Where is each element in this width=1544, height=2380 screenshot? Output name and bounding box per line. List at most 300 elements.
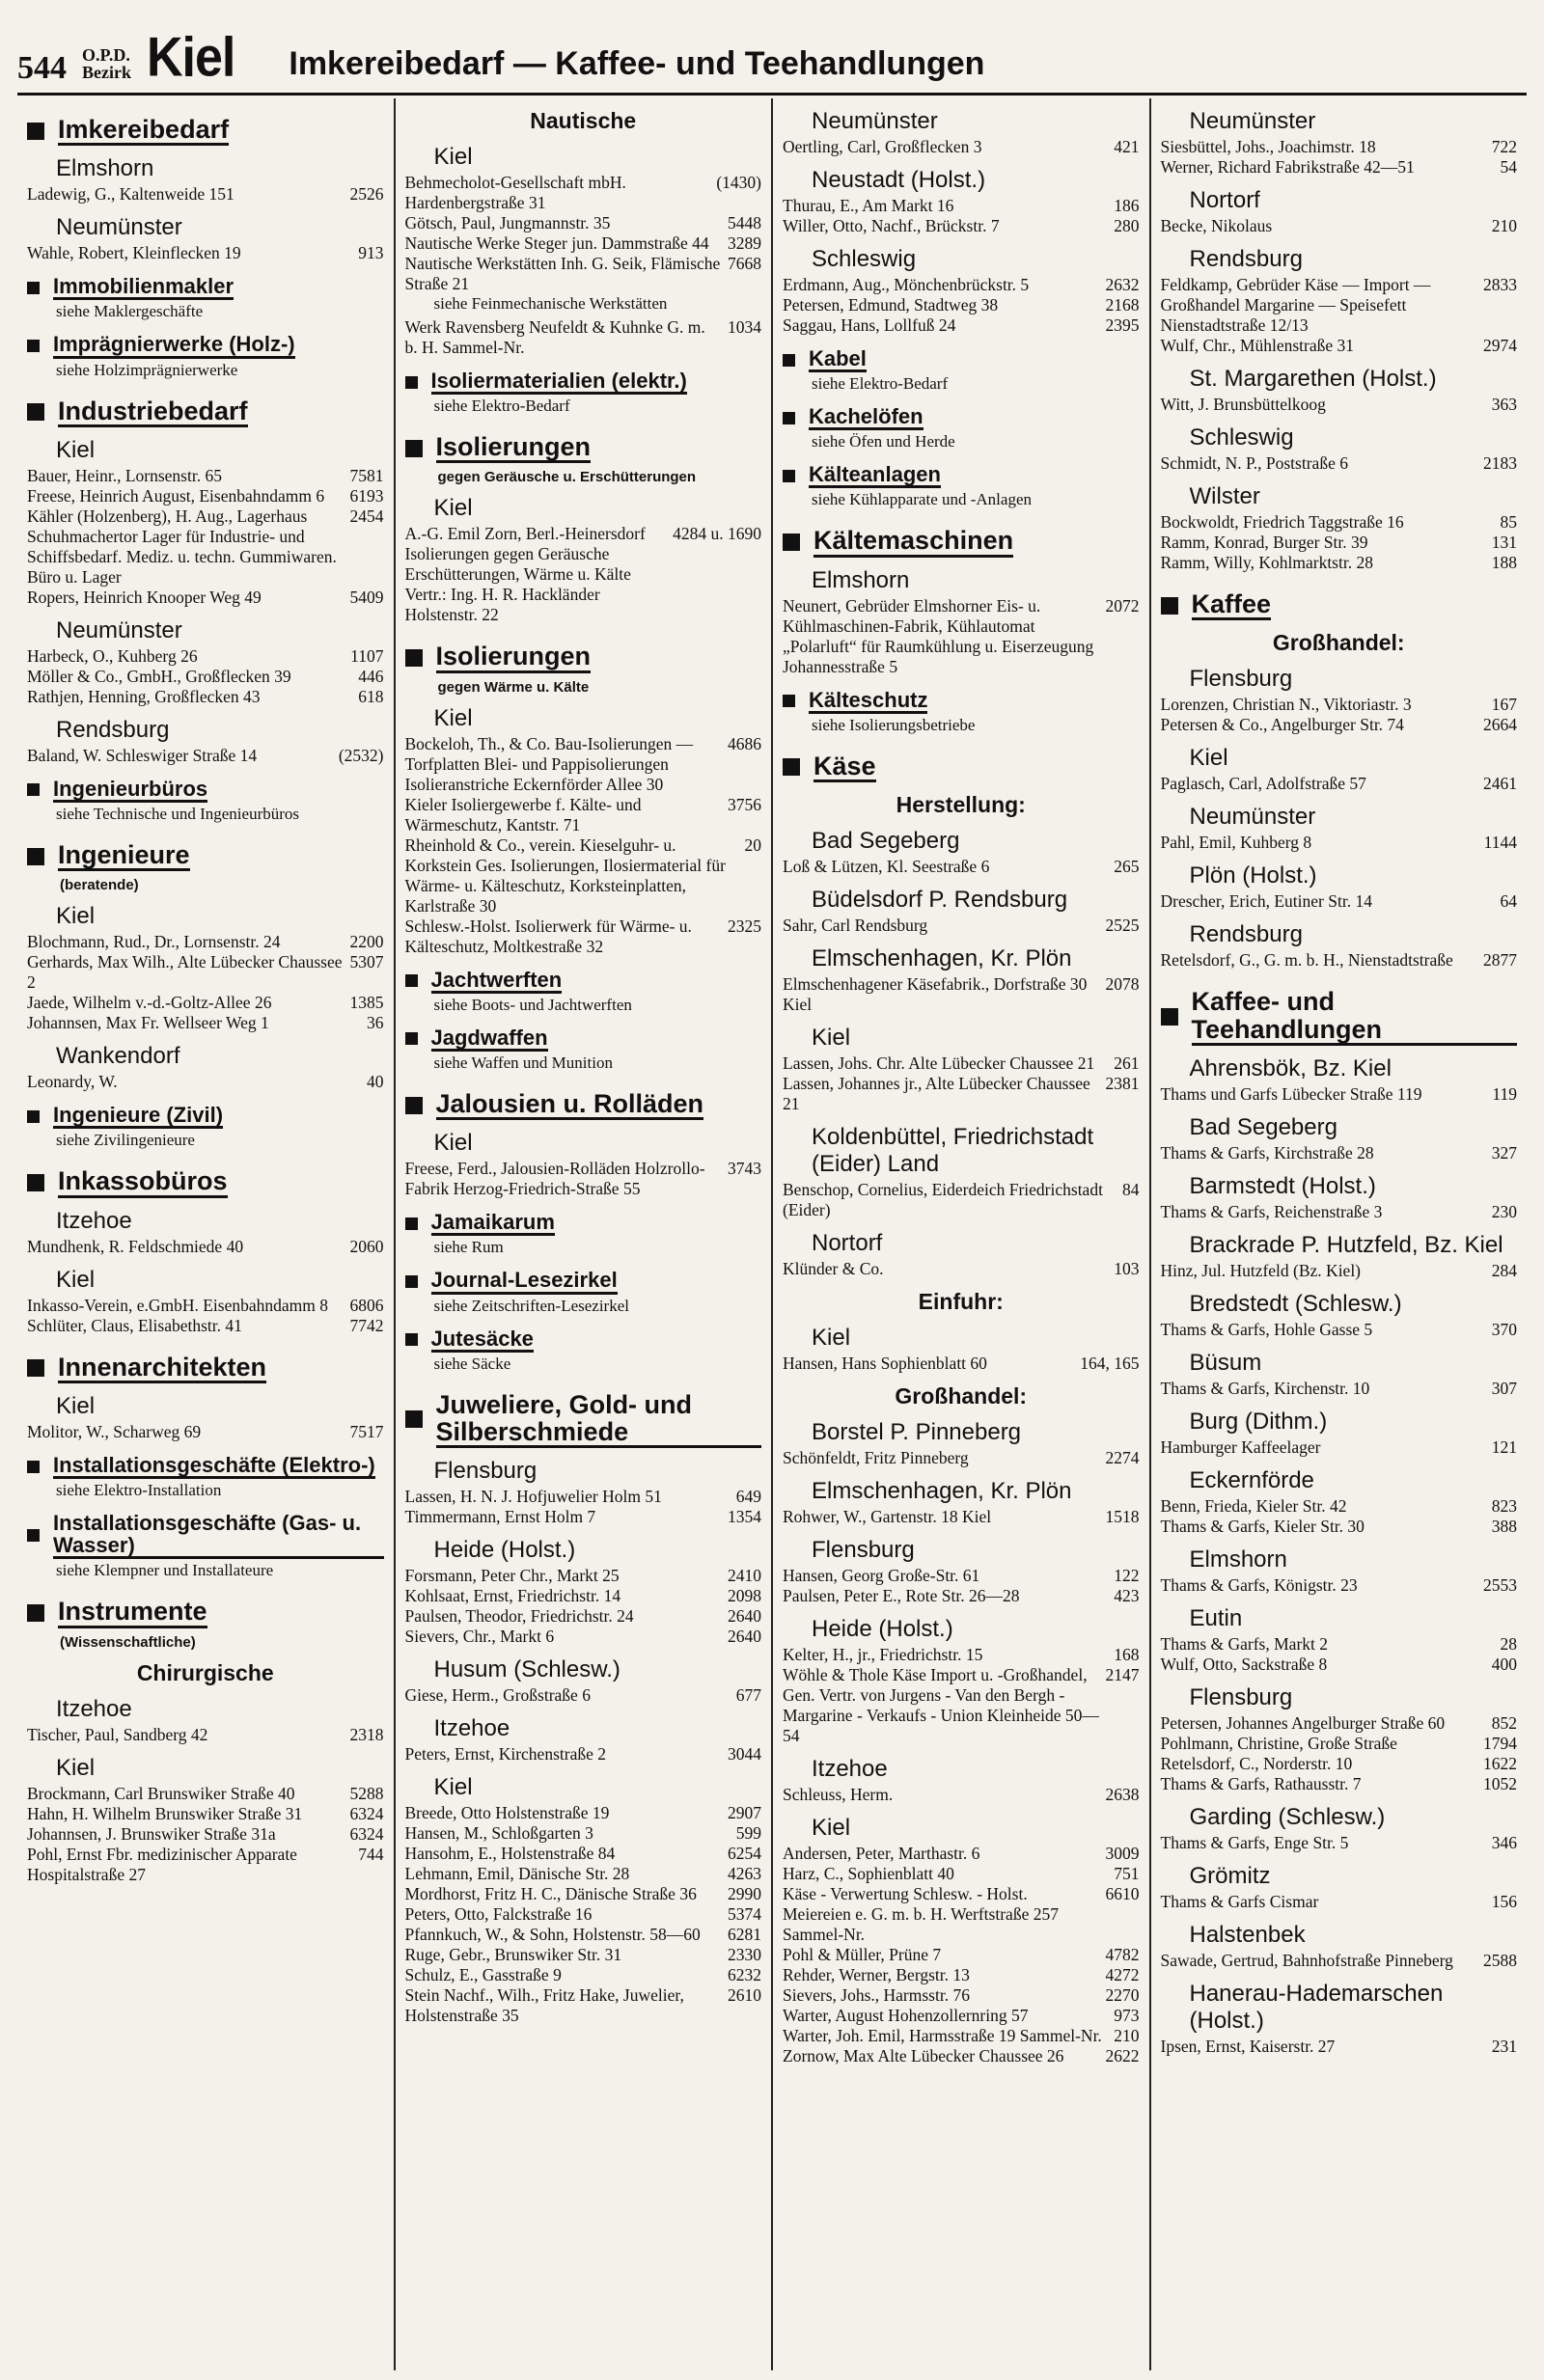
entry-phone-number: 370: [1491, 1320, 1517, 1340]
entry-name-address: Rohwer, W., Gartenstr. 18 Kiel: [783, 1507, 992, 1527]
square-bullet-icon: [405, 1275, 418, 1288]
place-heading: Kiel: [1189, 745, 1228, 772]
entry-name-address: Bockwoldt, Friedrich Taggstraße 16: [1160, 512, 1404, 532]
listing-entry: [405, 1864, 762, 1884]
place-heading: Büsum: [1189, 1350, 1262, 1377]
place-heading: Kiel: [56, 1754, 96, 1781]
entry-name-address: Kieler Isoliergewerbe f. Kälte- und Wärmeschutz, Kantstr. 71: [404, 794, 642, 834]
listing-entry: [783, 916, 1140, 936]
listing-entry: [405, 173, 762, 213]
listing-entry: [1161, 395, 1518, 415]
listing-entry: [1161, 2037, 1518, 2057]
listing-entry: [405, 1985, 762, 2026]
place-heading: St. Margarethen (Holst.): [1189, 366, 1437, 392]
place-heading: Nortorf: [812, 1230, 883, 1257]
listing-entry: [1161, 275, 1518, 336]
square-bullet-icon: [405, 1097, 423, 1114]
square-bullet-icon: [783, 354, 795, 367]
entry-name-address: Ladewig, G., Kaltenweide 151: [27, 184, 234, 205]
entry-phone-number: 618: [358, 686, 384, 706]
listing-entry: [783, 1053, 1140, 1074]
entry-name-address: Schulz, E., Gasstraße 9: [404, 1965, 562, 1985]
section-title: Kaffee: [1192, 590, 1272, 620]
entry-phone-number: 36: [367, 1013, 384, 1033]
entry-name-address: Elmschenhagener Käsefabrik., Dorfstraße 30 Kiel: [783, 974, 1088, 1015]
entry-name-address: Sievers, Chr., Markt 6: [404, 1627, 555, 1647]
entry-phone-number: 421: [1114, 137, 1140, 156]
place-heading: Plön (Holst.): [1189, 862, 1317, 889]
listing-entry: [783, 1354, 1140, 1374]
section-heading: [405, 1269, 762, 1294]
entry-name-address: Ramm, Konrad, Burger Str. 39: [1160, 533, 1368, 552]
entry-phone-number: (2532): [338, 745, 384, 765]
entry-name-address: Thams & Garfs, Kirchstraße 28: [1160, 1143, 1374, 1163]
section-heading: [405, 1211, 762, 1236]
entry-phone-number: 230: [1491, 1202, 1517, 1222]
listing-entry: [783, 596, 1140, 677]
entry-phone-number: 5307: [349, 952, 384, 972]
entry-phone-number: 64: [1500, 891, 1517, 912]
place-heading: Bad Segeberg: [812, 828, 960, 855]
place-heading: Wilster: [1189, 483, 1260, 509]
section-title: Jachtwerften: [431, 969, 563, 994]
listing-entry: [783, 1566, 1140, 1586]
entry-name-address: Petersen, Edmund, Stadtweg 38: [783, 295, 999, 315]
entry-phone-number: 400: [1491, 1655, 1517, 1675]
entry-name-address: Hansen, Hans Sophienblatt 60: [783, 1354, 987, 1374]
listing-entry: [1161, 1655, 1518, 1675]
entry-phone-number: 2990: [728, 1884, 761, 1904]
entry-name-address: Schlesw.-Holst. Isolierwerk für Wärme- u. Kälteschutz, Moltkestraße 32: [404, 916, 692, 956]
section-heading: [27, 1598, 384, 1628]
entry-phone-number: 2640: [728, 1606, 761, 1627]
section-title: Isolierungen: [436, 643, 592, 672]
listing-entry: [783, 1844, 1140, 1864]
listing-entry: [405, 916, 762, 957]
entry-phone-number: 210: [1491, 216, 1517, 235]
entry-name-address: Peters, Otto, Falckstraße 16: [404, 1904, 593, 1925]
square-bullet-icon: [405, 440, 423, 457]
listing-entry: [27, 588, 384, 608]
group-heading: Großhandel:: [1272, 630, 1405, 656]
entry-name-address: Witt, J. Brunsbüttelkoog: [1160, 395, 1326, 414]
entry-phone-number: 2183: [1483, 453, 1517, 473]
entry-name-address: Thams & Garfs Cismar: [1160, 1892, 1319, 1912]
entry-phone-number: 2147: [1105, 1665, 1140, 1685]
entry-name-address: Willer, Otto, Nachf., Brückstr. 7: [783, 216, 1000, 235]
section-title: Journal-Lesezirkel: [431, 1269, 618, 1294]
place-heading: Koldenbüttel, Friedrichstadt (Eider) Land: [812, 1124, 1094, 1178]
entry-name-address: Petersen & Co., Angelburger Str. 74: [1160, 715, 1404, 735]
listing-entry: [27, 466, 384, 486]
listing-entry: [1161, 833, 1518, 853]
entry-name-address: Benschop, Cornelius, Eiderdeich Friedrichstadt (Eider): [783, 1180, 1103, 1220]
place-heading: Elmshorn: [1189, 1546, 1287, 1573]
entry-name-address: Klünder & Co.: [783, 1259, 884, 1279]
square-bullet-icon: [783, 758, 800, 776]
place-heading: Heide (Holst.): [812, 1616, 953, 1643]
listing-entry: [1161, 216, 1518, 236]
entry-name-address: Erdmann, Aug., Mönchenbrückstr. 5: [783, 275, 1030, 294]
place-heading: Kiel: [56, 1266, 96, 1293]
listing-entry: [783, 1180, 1140, 1220]
place-heading: Barmstedt (Holst.): [1189, 1173, 1376, 1200]
entry-phone-number: 1385: [349, 993, 384, 1013]
listing-entry: [783, 974, 1140, 1015]
listing-entry: [783, 1074, 1140, 1114]
entry-name-address: Thams & Garfs, Kieler Str. 30: [1160, 1517, 1365, 1537]
listing-entry: [1161, 1261, 1518, 1281]
entry-name-address: Saggau, Hans, Lollfuß 24: [783, 315, 956, 335]
listing-entry: [27, 746, 384, 766]
listing-entry: [1161, 1202, 1518, 1222]
section-title: Kälteschutz: [809, 689, 927, 714]
place-heading: Itzehoe: [433, 1715, 510, 1742]
entry-name-address: Ipsen, Ernst, Kaiserstr. 27: [1160, 2037, 1336, 2057]
listing-entry: [783, 2046, 1140, 2066]
entry-name-address: Timmermann, Ernst Holm 7: [404, 1507, 596, 1527]
listing-entry: [783, 216, 1140, 236]
entry-name-address: Forsmann, Peter Chr., Markt 25: [404, 1566, 620, 1586]
entry-phone-number: 6806: [349, 1295, 384, 1315]
square-bullet-icon: [1161, 1008, 1178, 1026]
section-heading: [1161, 988, 1518, 1046]
entry-name-address: Ropers, Heinrich Knooper Weg 49: [27, 587, 262, 607]
listing-entry: [783, 1507, 1140, 1527]
square-bullet-icon: [27, 403, 44, 421]
listing-entry: [1161, 137, 1518, 157]
listing-entry: [27, 506, 384, 588]
square-bullet-icon: [783, 533, 800, 551]
square-bullet-icon: [783, 470, 795, 482]
listing-entry: [1161, 336, 1518, 356]
section-heading: [1161, 590, 1518, 620]
column-1: [17, 98, 396, 2370]
place-heading: Neumünster: [56, 616, 182, 643]
cross-reference: siehe Holzimprägnierwerke: [56, 360, 238, 379]
listing-entry: [27, 1013, 384, 1033]
entry-phone-number: 446: [358, 666, 384, 686]
listing-entry: [1161, 453, 1518, 474]
listing-entry: [1161, 1833, 1518, 1853]
entry-name-address: Wulf, Otto, Sackstraße 8: [1160, 1655, 1328, 1675]
entry-phone-number: 852: [1491, 1713, 1517, 1734]
entry-name-address: Tischer, Paul, Sandberg 42: [27, 1724, 208, 1744]
entry-name-address: Schmidt, N. P., Poststraße 6: [1160, 453, 1348, 473]
entry-phone-number: 1622: [1483, 1754, 1517, 1774]
entry-phone-number: 2330: [728, 1945, 761, 1965]
listing-entry: [405, 233, 762, 254]
listing-entry: [1161, 1713, 1518, 1734]
district-city: Kiel: [147, 27, 235, 89]
listing-entry: [27, 1845, 384, 1885]
entry-name-address: Hansen, M., Schloßgarten 3: [404, 1823, 593, 1844]
listing-entry: [27, 243, 384, 263]
entry-phone-number: 388: [1491, 1517, 1517, 1537]
section-title: Kabel: [809, 347, 867, 372]
column-2: [396, 98, 774, 2370]
cross-reference: siehe Maklergeschäfte: [56, 302, 204, 321]
listing-entry: [1161, 1575, 1518, 1596]
entry-phone-number: 2588: [1483, 1951, 1517, 1971]
entry-phone-number: 119: [1492, 1084, 1517, 1105]
section-title: Kaffee- und Teehandlungen: [1192, 988, 1518, 1046]
place-heading: Halstenbek: [1189, 1922, 1306, 1949]
entry-name-address: Oertling, Carl, Großflecken 3: [783, 137, 982, 156]
opd-label: O.P.D.: [82, 45, 130, 65]
entry-name-address: Schönfeldt, Fritz Pinneberg: [783, 1448, 969, 1468]
column-4: [1151, 98, 1528, 2370]
listing-entry: [783, 2006, 1140, 2026]
square-bullet-icon: [405, 376, 418, 389]
entry-name-address: Kohlsaat, Ernst, Friedrichstr. 14: [404, 1586, 621, 1606]
entry-phone-number: 2526: [349, 184, 384, 205]
entry-phone-number: 2877: [1483, 950, 1517, 971]
entry-phone-number: 1052: [1483, 1774, 1517, 1794]
listing-entry: [27, 1804, 384, 1824]
entry-phone-number: 2833: [1483, 275, 1517, 294]
place-heading: Eutin: [1189, 1605, 1243, 1632]
section-title: Installationsgeschäfte (Elektro-): [53, 1454, 375, 1479]
listing-entry: [783, 1945, 1140, 1965]
section-heading: [783, 347, 1140, 372]
entry-phone-number: 168: [1114, 1645, 1140, 1665]
column-3: [773, 98, 1151, 2370]
listing-entry: [27, 1237, 384, 1257]
entry-name-address: Thams und Garfs Lübecker Straße 119: [1160, 1084, 1422, 1105]
section-heading: [27, 1454, 384, 1479]
place-heading: Neumünster: [812, 108, 938, 134]
place-heading: Brackrade P. Hutzfeld, Bz. Kiel: [1189, 1232, 1503, 1259]
cross-reference: siehe Klempner und Installateure: [56, 1561, 274, 1580]
entry-phone-number: 2974: [1483, 336, 1517, 355]
entry-name-address: Behmecholot-Gesellschaft mbH. Hardenbergstraße 31: [404, 173, 626, 212]
entry-phone-number: 7581: [349, 465, 384, 485]
section-heading: [27, 778, 384, 803]
listing-entry: [1161, 891, 1518, 912]
section-heading: [405, 1026, 762, 1052]
entry-name-address: Pohl, Ernst Fbr. medizinischer Apparate Hospitalstraße 27: [27, 1844, 297, 1884]
entry-phone-number: 2318: [349, 1724, 384, 1744]
entry-phone-number: 3289: [728, 233, 761, 253]
entry-name-address: Bockeloh, Th., & Co. Bau-Isolierungen — Torfplatten Blei- und Pappisolierungen Isolieranstriche Eckernförder Allee 30: [404, 733, 694, 794]
entry-phone-number: 2640: [728, 1627, 761, 1647]
entry-name-address: Siesbüttel, Johs., Joachimstr. 18: [1160, 137, 1376, 156]
listing-entry: [405, 213, 762, 233]
listing-entry: [405, 1925, 762, 1945]
entry-phone-number: 823: [1491, 1496, 1517, 1517]
listing-entry: [27, 687, 384, 707]
entry-name-address: A.-G. Emil Zorn, Berl.-Heinersdorf Isolierungen gegen Geräusche Erschütterungen, Wärme u. Kälte Vertr.: Ing. H. R. Hackländer Holstenstr. 22: [404, 524, 646, 625]
entry-phone-number: 2325: [728, 916, 761, 936]
place-heading: Itzehoe: [56, 1695, 132, 1722]
place-heading: Garding (Schlesw.): [1189, 1804, 1386, 1831]
entry-phone-number: 649: [735, 1487, 761, 1507]
listing-entry: [405, 317, 762, 358]
entry-phone-number: 1354: [728, 1507, 761, 1527]
section-subtitle: gegen Wärme u. Kälte: [437, 678, 590, 696]
listing-entry: [405, 1904, 762, 1925]
listing-entry: [27, 1784, 384, 1804]
entry-phone-number: 231: [1491, 2037, 1517, 2057]
listing-entry: [783, 2026, 1140, 2046]
place-heading: Kiel: [433, 144, 473, 170]
entry-name-address: Paulsen, Theodor, Friedrichstr. 24: [404, 1606, 634, 1627]
entry-phone-number: 265: [1114, 857, 1140, 877]
entry-name-address: Harz, C., Sophienblatt 40: [783, 1864, 954, 1884]
entry-name-address: Johannsen, Max Fr. Wellseer Weg 1: [27, 1013, 269, 1033]
cross-reference: siehe Elektro-Installation: [56, 1481, 222, 1500]
entry-phone-number: 744: [358, 1844, 384, 1864]
section-title: Kälteanlagen: [809, 463, 941, 488]
entry-name-address: Lassen, H. N. J. Hofjuwelier Holm 51: [404, 1487, 662, 1507]
entry-phone-number: 346: [1491, 1833, 1517, 1853]
entry-phone-number: 4272: [1105, 1965, 1140, 1985]
cross-reference: siehe Rum: [433, 1238, 504, 1257]
entry-phone-number: 2461: [1483, 774, 1517, 794]
entry-phone-number: 307: [1491, 1379, 1517, 1399]
entry-name-address: Freese, Ferd., Jalousien-Rolläden Holzrollo-Fabrik Herzog-Friedrich-Straße 55: [404, 1159, 705, 1199]
entry-name-address: Werk Ravensberg Neufeldt & Kuhnke G. m. b. H. Sammel-Nr.: [404, 317, 705, 357]
entry-name-address: Brockmann, Carl Brunswiker Straße 40: [27, 1783, 295, 1803]
listing-entry: [783, 1448, 1140, 1468]
group-heading: Einfuhr:: [918, 1289, 1004, 1315]
entry-phone-number: 261: [1114, 1053, 1140, 1074]
place-heading: Itzehoe: [812, 1756, 888, 1783]
entry-phone-number: 2078: [1105, 974, 1140, 995]
entry-name-address: Rehder, Werner, Bergstr. 13: [783, 1965, 970, 1985]
entry-phone-number: 121: [1491, 1437, 1517, 1458]
listing-entry: [27, 486, 384, 506]
entry-name-address: Feldkamp, Gebrüder Käse — Import — Großhandel Margarine — Speisefett Nienstadtstraße 12/13: [1160, 275, 1431, 335]
entry-name-address: Inkasso-Verein, e.GmbH. Eisenbahndamm 8: [27, 1295, 329, 1315]
section-title: Jamaikarum: [431, 1211, 555, 1236]
entry-name-address: Becke, Nikolaus: [1160, 216, 1273, 235]
entry-phone-number: 2622: [1105, 2046, 1140, 2066]
section-title: Juweliere, Gold- und Silberschmiede: [436, 1391, 762, 1449]
section-heading: [27, 1354, 384, 1383]
square-bullet-icon: [27, 848, 44, 865]
entry-name-address: Kähler (Holzenberg), H. Aug., Lagerhaus Schuhmachertor Lager für Industrie- und Schiffsbedarf. Mediz. u. techn. Gummiwaren. Büro u. Lager: [27, 506, 337, 587]
listing-entry: [405, 1586, 762, 1606]
listing-entry: [783, 1259, 1140, 1279]
entry-phone-number: 6193: [349, 485, 384, 506]
square-bullet-icon: [27, 340, 40, 352]
entry-phone-number: 2907: [728, 1803, 761, 1823]
listing-entry: [1161, 1379, 1518, 1399]
listing-entry: [783, 857, 1140, 877]
entry-phone-number: 188: [1491, 553, 1517, 572]
entry-name-address: Leonardy, W.: [27, 1072, 118, 1092]
entry-phone-number: 28: [1500, 1634, 1517, 1655]
section-title: Isolierungen: [436, 433, 592, 463]
section-heading: [405, 1391, 762, 1449]
listing-entry: [783, 137, 1140, 157]
section-title: Jagdwaffen: [431, 1026, 548, 1052]
cross-reference: siehe Zeitschriften-Lesezirkel: [433, 1296, 629, 1315]
square-bullet-icon: [405, 649, 423, 667]
place-heading: Schleswig: [1189, 424, 1294, 451]
place-heading: Bredstedt (Schlesw.): [1189, 1291, 1402, 1318]
entry-name-address: Sahr, Carl Rendsburg: [783, 916, 928, 936]
place-heading: Kiel: [812, 1025, 851, 1052]
entry-name-address: Thurau, E., Am Markt 16: [783, 196, 954, 215]
entry-name-address: Loß & Lützen, Kl. Seestraße 6: [783, 857, 990, 877]
listing-entry: [783, 1884, 1140, 1945]
square-bullet-icon: [27, 1359, 44, 1377]
listing-entry: [405, 1487, 762, 1507]
listing-entry: [405, 835, 762, 916]
cross-reference: siehe Elektro-Bedarf: [433, 397, 570, 416]
entry-phone-number: 2664: [1483, 715, 1517, 735]
section-heading: [27, 116, 384, 146]
place-heading: Borstel P. Pinneberg: [812, 1419, 1022, 1446]
listing-entry: [405, 795, 762, 835]
entry-name-address: Thams & Garfs, Enge Str. 5: [1160, 1833, 1349, 1853]
square-bullet-icon: [783, 695, 795, 707]
entry-name-address: Freese, Heinrich August, Eisenbahndamm 6: [27, 485, 325, 506]
district-label: [82, 46, 131, 81]
square-bullet-icon: [405, 974, 418, 987]
entry-phone-number: 4782: [1105, 1945, 1140, 1965]
place-heading: Rendsburg: [1189, 246, 1303, 272]
place-heading: Schleswig: [812, 246, 917, 272]
listing-entry: [27, 1072, 384, 1092]
entry-name-address: Jaede, Wilhelm v.-d.-Goltz-Allee 26: [27, 993, 272, 1013]
entry-name-address: Peters, Ernst, Kirchenstraße 2: [404, 1744, 606, 1764]
entry-phone-number: 2454: [349, 506, 384, 526]
section-title: Ingenieure (Zivil): [53, 1104, 223, 1129]
section-heading: [27, 275, 384, 300]
place-heading: Rendsburg: [56, 716, 170, 743]
place-heading: Itzehoe: [56, 1207, 132, 1234]
entry-phone-number: 156: [1491, 1892, 1517, 1912]
listing-entry: [1161, 533, 1518, 553]
section-title: Imprägnierwerke (Holz-): [53, 333, 295, 358]
entry-name-address: Wöhle & Thole Käse Import u. -Großhandel, Gen. Vertr. von Jurgens - Van den Bergh - Margarine - Verkaufs - Union Kleinheide 50—54: [783, 1665, 1099, 1746]
section-heading: [27, 1512, 384, 1559]
listing-entry: [405, 1965, 762, 1985]
group-heading: Chirurgische: [136, 1659, 274, 1685]
entry-phone-number: 1107: [350, 645, 384, 666]
listing-entry: [405, 1884, 762, 1904]
place-heading: Rendsburg: [1189, 921, 1303, 948]
cross-reference: siehe Kühlapparate und -Anlagen: [812, 490, 1032, 509]
section-title: Käse: [813, 752, 876, 782]
listing-entry: [783, 196, 1140, 216]
section-title: Ingenieure: [58, 841, 190, 871]
place-heading: Flensburg: [812, 1537, 915, 1564]
entry-name-address: Blochmann, Rud., Dr., Lornsenstr. 24: [27, 932, 281, 952]
entry-phone-number: 2395: [1105, 315, 1140, 335]
entry-phone-number: 1144: [1483, 833, 1517, 853]
place-heading: Grömitz: [1189, 1863, 1271, 1890]
entry-phone-number: 2410: [728, 1566, 761, 1586]
entry-name-address: Thams & Garfs, Kirchenstr. 10: [1160, 1379, 1370, 1399]
page-number: 544: [17, 50, 67, 86]
entry-name-address: Hahn, H. Wilhelm Brunswiker Straße 31: [27, 1803, 303, 1823]
entry-name-address: Wahle, Robert, Kleinflecken 19: [27, 243, 241, 263]
place-heading: Neustadt (Holst.): [812, 167, 986, 193]
listing-entry: [783, 1864, 1140, 1884]
entry-phone-number: 2270: [1105, 1985, 1140, 2006]
entry-name-address: Rheinhold & Co., verein. Kieselguhr- u. Korkstein Ges. Isolierungen, Ilosiermaterial für Wärme- u. Kälteschutz, Korksteinplatten, Karlstraße 30: [404, 834, 726, 916]
entry-phone-number: 5374: [728, 1904, 761, 1925]
listing-entry: [1161, 1517, 1518, 1537]
entry-phone-number: 167: [1491, 695, 1517, 715]
place-heading: Kiel: [433, 1774, 473, 1801]
entry-name-address: Sawade, Gertrud, Bahnhofstraße Pinneberg: [1160, 1951, 1453, 1971]
